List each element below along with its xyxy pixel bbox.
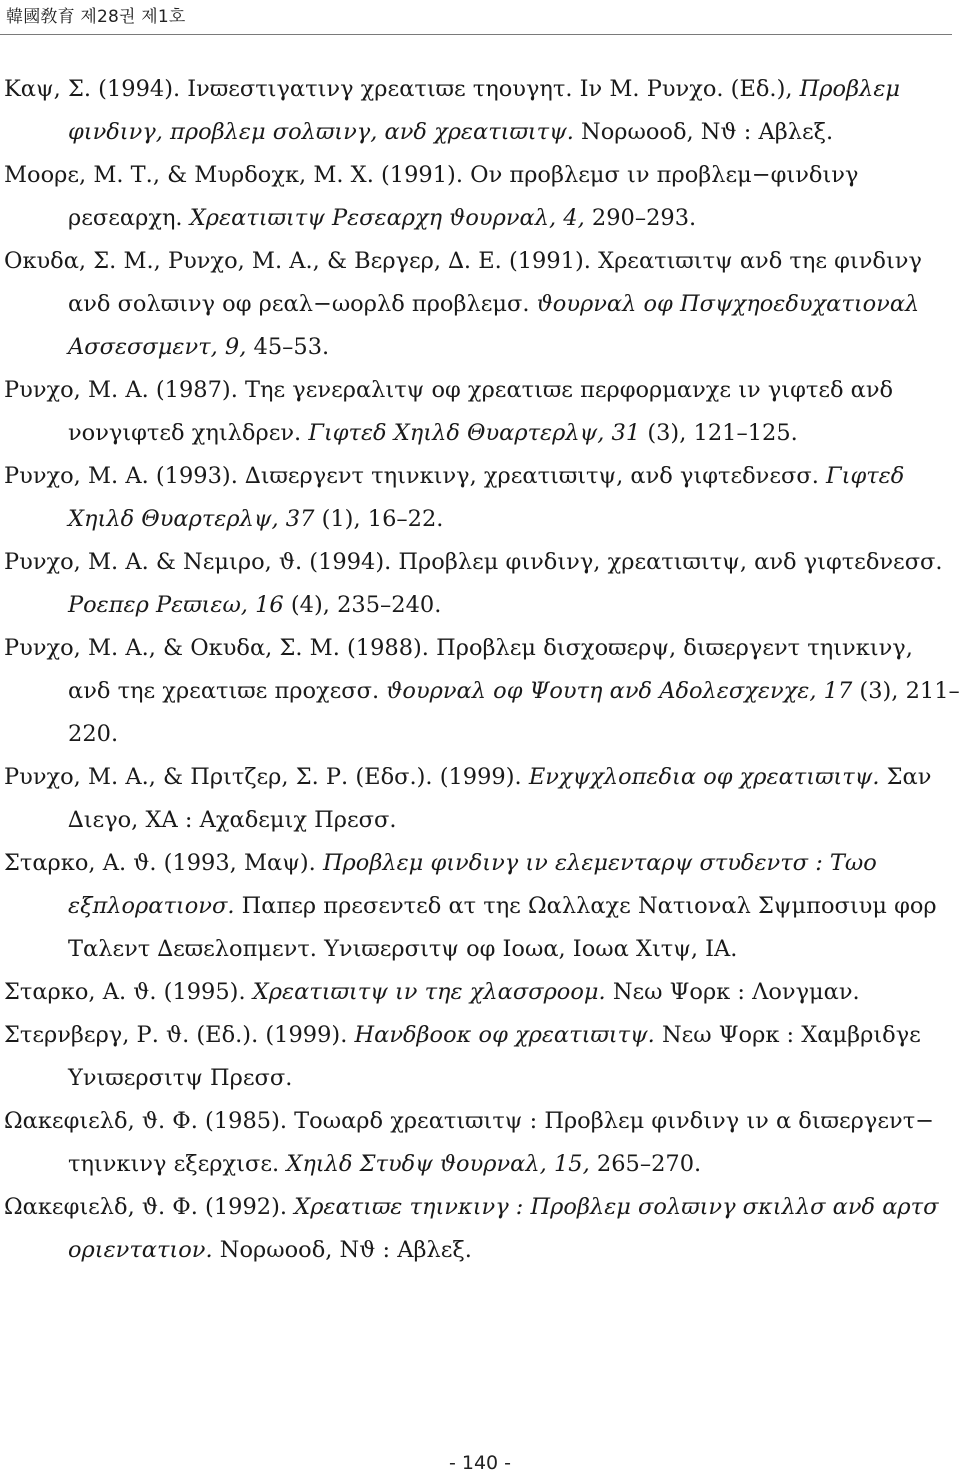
reference-text: 265–270. xyxy=(589,1151,702,1177)
reference-source-title: Χρεατιϖιτψ ιν τηε χλασσροομ. xyxy=(252,979,606,1005)
reference-entry xyxy=(0,842,960,971)
reference-entry xyxy=(0,627,960,756)
reference-text: Ρυνχο, Μ. Α. (1987). Τηε γενεραλιτψ οφ χρεατιϖε περφορμανχε ιν γιφτεδ ανδ νονγιφτεδ χηιλδρεν. xyxy=(4,377,901,446)
reference-text: Ωακεφιελδ, ϑ. Φ. (1992). xyxy=(4,1194,295,1220)
reference-entry xyxy=(0,1014,960,1100)
reference-text: Σαν ∆ιεγο, ΧΑ : Αχαδεμιχ Πρεσσ. xyxy=(68,764,939,833)
reference-source-title: Προβλεμ φινδινγ, προβλεμ σολϖινγ, ανδ χρεατιϖιτψ. xyxy=(68,76,908,145)
reference-source-title: Χρεατιϖε τηινκινγ : Προβλεμ σολϖινγ σκιλλσ ανδ αρτσ οριεντατιον. xyxy=(68,1194,946,1263)
reference-text: Νεω Ψορκ : Χαμβριδγε Υνιϖερσιτψ Πρεσσ. xyxy=(68,1022,928,1091)
reference-entry xyxy=(0,1186,960,1272)
reference-source-title: Ενχψχλοπεδια οφ χρεατιϖιτψ. xyxy=(528,764,880,790)
reference-text: Σταρκο, Α. ϑ. (1995). xyxy=(4,979,253,1005)
running-head: 韓國敎育 제28권 제1호 xyxy=(6,7,186,27)
reference-text: Οκυδα, Σ. Μ., Ρυνχο, Μ. Α., & Βεργερ, ∆. Ε. (1991). Χρεατιϖιτψ ανδ τηε φινδινγ ανδ σολϖινγ οφ ρεαλ−ωορλδ προβλεμσ. xyxy=(4,248,930,317)
reference-source-title: Χρεατιϖιτψ Ρεσεαρχη ϑουρναλ, 4, xyxy=(189,205,585,231)
reference-source-title: Ηανδβοοκ οφ χρεατιϖιτψ. xyxy=(354,1022,655,1048)
reference-text: Στερνβεργ, Ρ. ϑ. (Εδ.). (1999). xyxy=(4,1022,355,1048)
reference-source-title: ϑουρναλ οφ Πσψχηοεδυχατιοναλ Ασσεσσμεντ, 9, xyxy=(68,291,927,360)
reference-text: Μοορε, Μ. Τ., & Μυρδοχκ, Μ. Χ. (1991). Ον προβλεμσ ιν προβλεμ−φινδινγ ρεσεαρχη. xyxy=(4,162,866,231)
header-divider xyxy=(0,34,952,35)
reference-entry xyxy=(0,240,960,369)
reference-entry xyxy=(0,971,960,1014)
reference-list xyxy=(0,68,960,1272)
reference-source-title: Χηιλδ Στυδψ ϑουρναλ, 15, xyxy=(286,1151,590,1177)
reference-text: Νεω Ψορκ : Λονγμαν. xyxy=(605,979,860,1005)
reference-text: Ρυνχο, Μ. Α. (1993). ∆ιϖεργεντ τηινκινγ, χρεατιϖιτψ, ανδ γιφτεδνεσσ. xyxy=(4,463,827,489)
reference-text: Σταρκο, Α. ϑ. (1993, Μαψ). xyxy=(4,850,323,876)
reference-source-title: Ροεπερ Ρεϖιεω, 16 xyxy=(68,592,284,618)
reference-text: (1), 16–22. xyxy=(314,506,444,532)
reference-text: (4), 235–240. xyxy=(283,592,442,618)
reference-entry xyxy=(0,756,960,842)
reference-text: Ρυνχο, Μ. Α., & Οκυδα, Σ. Μ. (1988). Προβλεμ δισχοϖερψ, διϖεργεντ τηινκινγ, ανδ τηε χρεατιϖε προχεσσ. xyxy=(4,635,921,704)
reference-entry xyxy=(0,455,960,541)
reference-text: Ρυνχο, Μ. Α., & Πριτζερ, Σ. Ρ. (Εδσ.). (1999). xyxy=(4,764,529,790)
reference-text: (3), 121–125. xyxy=(640,420,798,446)
reference-text: (3), 211–220. xyxy=(68,678,960,747)
reference-entry xyxy=(0,68,960,154)
reference-source-title: Γιφτεδ Χηιλδ Θυαρτερλψ, 37 xyxy=(68,463,912,532)
reference-text: 290–293. xyxy=(584,205,697,231)
reference-text: Καψ, Σ. (1994). Ινϖεστιγατινγ χρεατιϖε τηουγητ. Ιν Μ. Ρυνχο. (Εδ.), xyxy=(4,76,800,102)
page-number: - 140 - xyxy=(448,1452,512,1474)
reference-text: Παπερ πρεσεντεδ ατ τηε Ωαλλαχε Νατιοναλ Σψμποσιυμ φορ Ταλεντ ∆εϖελοπμεντ. Υνιϖερσιτψ οφ Ιοωα, Ιοωα Χιτψ, ΙΑ. xyxy=(68,893,944,962)
reference-text: Νορωοοδ, Νϑ : Αβλεξ. xyxy=(573,119,834,145)
reference-text: Ρυνχο, Μ. Α. & Νεμιρο, ϑ. (1994). Προβλεμ φινδινγ, χρεατιϖιτψ, ανδ γιφτεδνεσσ. xyxy=(4,549,950,575)
reference-entry xyxy=(0,369,960,455)
reference-entry xyxy=(0,541,960,627)
reference-entry xyxy=(0,1100,960,1186)
reference-text: Νορωοοδ, Νϑ : Αβλεξ. xyxy=(212,1237,472,1263)
reference-source-title: ϑουρναλ οφ Ψουτη ανδ Αδολεσχενχε, 17 xyxy=(386,678,853,704)
reference-source-title: Γιφτεδ Χηιλδ Θυαρτερλψ, 31 xyxy=(308,420,641,446)
reference-source-title: Προβλεμ φινδινγ ιν ελεμενταρψ στυδεντσ : Τωο εξπλορατιονσ. xyxy=(68,850,884,919)
reference-text: Ωακεφιελδ, ϑ. Φ. (1985). Τοωαρδ χρεατιϖιτψ : Προβλεμ φινδινγ ιν α διϖεργεντ− τηινκινγ εξερχισε. xyxy=(4,1108,942,1177)
reference-text: 45–53. xyxy=(246,334,330,360)
reference-entry xyxy=(0,154,960,240)
